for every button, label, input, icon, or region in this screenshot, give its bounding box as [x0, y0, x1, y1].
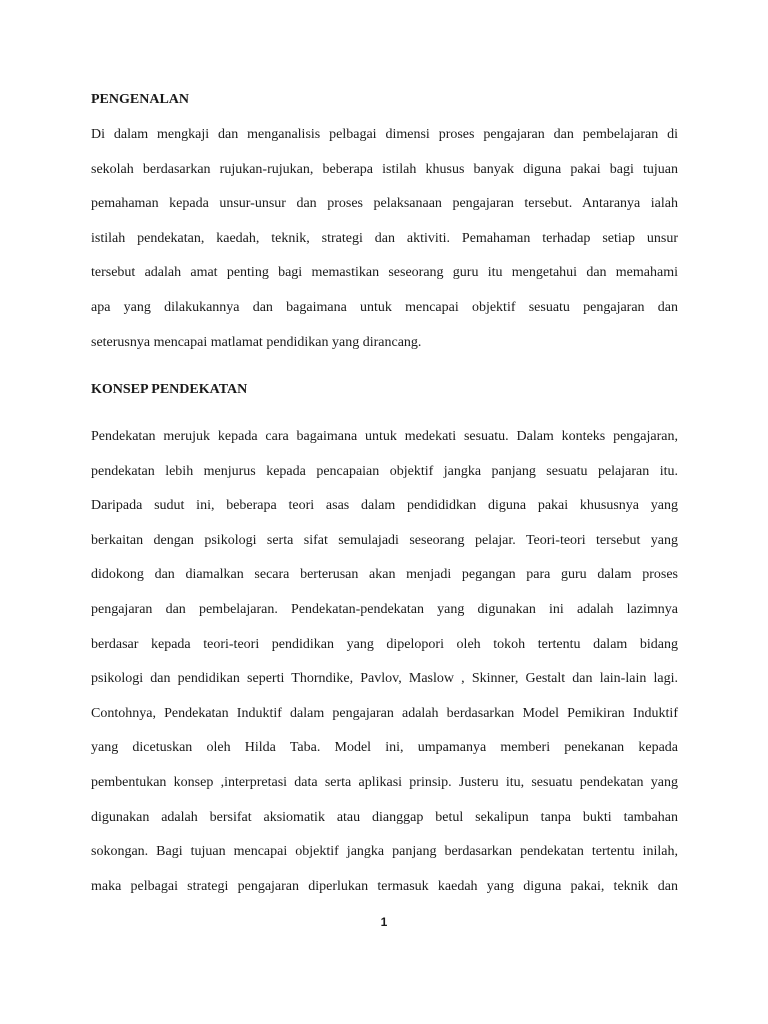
text-line: maka pelbagai strategi pengajaran diperlukan termasuk kaedah yang diguna pakai, teknik dan — [91, 878, 678, 894]
text-line: seterusnya mencapai matlamat pendidikan yang dirancang. — [91, 334, 422, 350]
section-heading-konsep-pendekatan: KONSEP PENDEKATAN — [91, 382, 248, 397]
text-line: Pendekatan merujuk kepada cara bagaimana untuk medekati sesuatu. Dalam konteks pengajaran, — [91, 429, 678, 444]
page-number: 1 — [380, 915, 388, 929]
text-line: Daripada sudut ini, beberapa teori asas dalam pendididkan diguna pakai khususnya yang — [91, 498, 678, 514]
section-heading-pengenalan: PENGENALAN — [91, 92, 190, 107]
text-line: Di dalam mengkaji dan menganalisis pelbagai dimensi proses pengajaran dan pembelajaran di — [91, 127, 678, 142]
text-line: didokong dan diamalkan secara berterusan akan menjadi pegangan para guru dalam proses — [91, 567, 678, 583]
paragraph-konsep-pendekatan — [91, 420, 678, 904]
text-line: tersebut adalah amat penting bagi memastikan seseorang guru itu mengetahui dan memahami — [91, 265, 678, 281]
text-line: pendekatan lebih menjurus kepada pencapaian objektif jangka panjang sesuatu pelajaran itu. — [91, 463, 678, 479]
paragraph-pengenalan — [91, 118, 678, 360]
text-line: pengajaran dan pembelajaran. Pendekatan-pendekatan yang digunakan ini adalah lazimnya — [91, 601, 678, 617]
text-line: berkaitan dengan psikologi serta sifat semulajadi seseorang pelajar. Teori-teori tersebut yang — [91, 532, 678, 548]
text-line: sokongan. Bagi tujuan mencapai objektif jangka panjang berdasarkan pendekatan tertentu inilah, — [91, 844, 678, 860]
text-line: psikologi dan pendidikan seperti Thorndike, Pavlov, Maslow , Skinner, Gestalt dan lain-lain lagi. — [91, 671, 678, 687]
text-line: digunakan adalah bersifat aksiomatik atau dianggap betul sekalipun tanpa bukti tambahan — [91, 809, 678, 825]
text-line: pembentukan konsep ,interpretasi data serta aplikasi prinsip. Justeru itu, sesuatu pendekatan yang — [91, 774, 678, 790]
text-line: pemahaman kepada unsur-unsur dan proses pelaksanaan pengajaran tersebut. Antaranya ialah — [91, 196, 678, 212]
text-line: yang dicetuskan oleh Hilda Taba. Model ini, umpamanya memberi penekanan kepada — [91, 740, 678, 756]
text-line: istilah pendekatan, kaedah, teknik, strategi dan aktiviti. Pemahaman terhadap setiap unsur — [91, 230, 678, 246]
text-line: berdasar kepada teori-teori pendidikan yang dipelopori oleh tokoh tertentu dalam bidang — [91, 636, 678, 652]
text-line: sekolah berdasarkan rujukan-rujukan, beberapa istilah khusus banyak diguna pakai bagi tujuan — [91, 161, 678, 177]
text-line: apa yang dilakukannya dan bagaimana untuk mencapai objektif sesuatu pengajaran dan — [91, 299, 678, 315]
text-line: Contohnya, Pendekatan Induktif dalam pengajaran adalah berdasarkan Model Pemikiran Induktif — [91, 705, 678, 721]
